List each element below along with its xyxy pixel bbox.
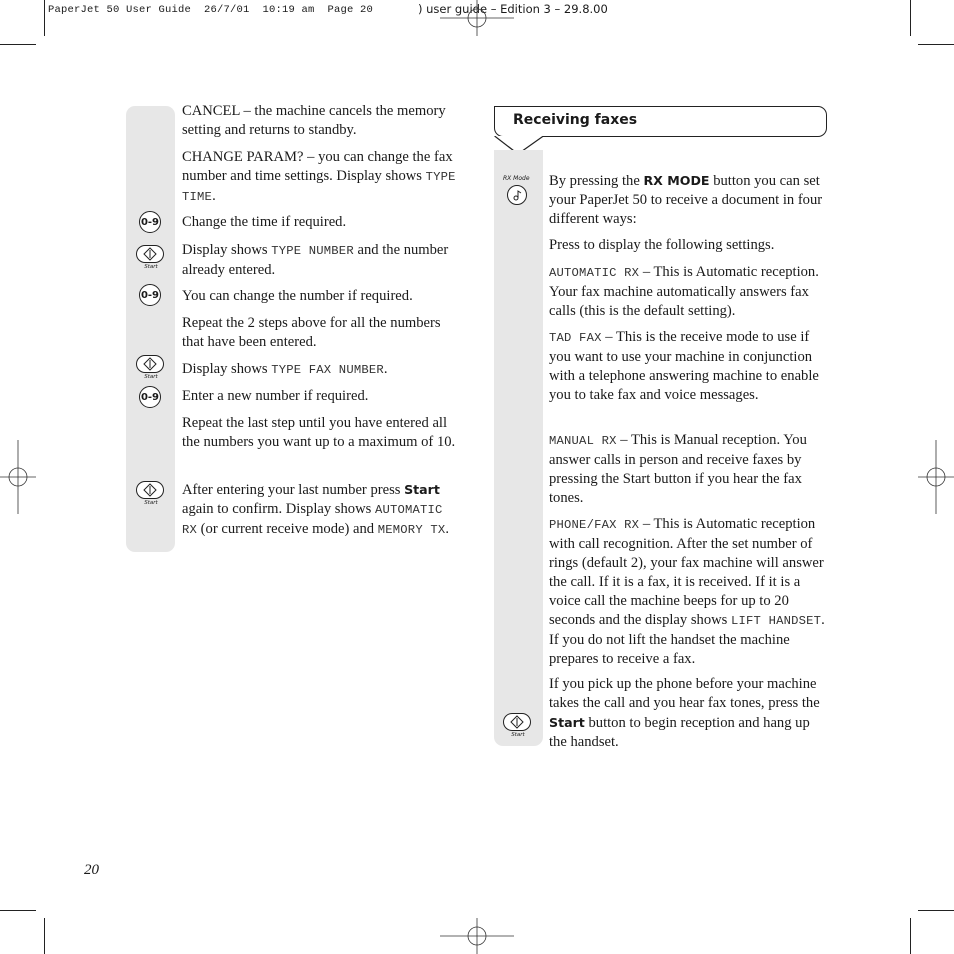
change-number-paragraph: You can change the number if required. (182, 288, 413, 304)
memory-tx-display: MEMORY TX (377, 523, 446, 537)
repeat-last-paragraph: Repeat the last step until you have entered all the numbers you want up to a maximum of 10. (182, 415, 456, 450)
slug-line: PaperJet 50 User Guide 26/7/01 10:19 am Page 20 (48, 4, 374, 16)
start-key-icon (136, 481, 166, 506)
type-fax-number-display: TYPE FAX NUMBER (271, 363, 384, 377)
start-key-caption: Start (144, 500, 158, 506)
digits-key-icon: 0-9 (139, 211, 161, 233)
rx-mode-keyword: RX MODE (643, 173, 710, 188)
start-key-caption: Start (144, 374, 158, 380)
tad-fax-display: TAD FAX (549, 331, 602, 345)
repeat-two-paragraph: Repeat the 2 steps above for all the numbers that have been entered. (182, 315, 441, 350)
change-param-paragraph: CHANGE PARAM? – you can change the fax number and time settings. Display shows TYPE TIME. (182, 149, 456, 204)
start-key-icon (503, 713, 533, 738)
phone-fax-rx-paragraph: PHONE/FAX RX – This is Automatic reception with call recognition. After the set number of rings (default 2), your fax machine will answer the call. If it is a fax, it is received. If it is a voice call the machine beeps for up to 20 seconds and the display shows LIFT HANDSET. If you do not lift the handset the machine prepares to receive a fax. (549, 516, 825, 667)
type-number-paragraph: Display shows TYPE NUMBER and the number already entered. (182, 242, 449, 278)
type-time-display: TYPE TIME (182, 170, 456, 204)
automatic-rx-display: AUTOMATIC RX (182, 503, 443, 537)
start-key-caption: Start (144, 264, 158, 270)
automatic-rx-display: AUTOMATIC RX (549, 266, 640, 280)
lift-handset-display: LIFT HANDSET (731, 614, 822, 628)
registration-mark-top-icon (440, 0, 514, 36)
manual-rx-display: MANUAL RX (549, 434, 617, 448)
start-key-icon (136, 245, 166, 270)
registration-mark-left-icon (0, 440, 36, 514)
rx-mode-key-icon (507, 185, 527, 205)
page-number: 20 (84, 862, 99, 878)
automatic-rx-paragraph: AUTOMATIC RX – This is Automatic reception. Your fax machine automatically answers fax calls (this is the default setting). (549, 264, 819, 319)
start-key-icon (136, 355, 166, 380)
cancel-paragraph: CANCEL – the machine cancels the memory setting and returns to standby. (182, 103, 446, 138)
section-title: Receiving faxes (513, 112, 638, 128)
phone-fax-rx-display: PHONE/FAX RX (549, 518, 640, 532)
edition-line: ) user guide – Edition 3 – 29.8.00 (418, 2, 608, 16)
type-fax-number-paragraph: Display shows TYPE FAX NUMBER. (182, 361, 388, 377)
change-time-paragraph: Change the time if required. (182, 214, 347, 230)
right-key-gutter (494, 150, 543, 746)
rx-mode-key-caption: RX Mode (503, 175, 530, 182)
press-display-paragraph: Press to display the following settings. (549, 237, 775, 253)
enter-new-paragraph: Enter a new number if required. (182, 388, 369, 404)
start-keyword: Start (404, 482, 440, 497)
pick-up-paragraph: If you pick up the phone before your machine takes the call and you hear fax tones, press the Start button to begin reception and hang up the handset. (549, 676, 820, 750)
by-pressing-paragraph: By pressing the RX MODE button you can set your PaperJet 50 to receive a document in four different ways: (549, 173, 823, 227)
tad-fax-paragraph: TAD FAX – This is the receive mode to use if you want to use your machine in conjunction with a telephone answering machine to enable you to take fax and voice messages. (549, 329, 819, 403)
digits-key-icon: 0-9 (139, 386, 161, 408)
start-keyword: Start (549, 715, 585, 730)
registration-mark-bottom-icon (440, 918, 514, 954)
start-key-caption: Start (511, 732, 525, 738)
section-heading-box (494, 106, 827, 137)
manual-rx-paragraph: MANUAL RX – This is Manual reception. You answer calls in person and receive faxes by pressing the Start button if you hear the fax tones. (549, 432, 807, 506)
type-number-display: TYPE NUMBER (271, 244, 354, 258)
after-entering-paragraph: After entering your last number press Start again to confirm. Display shows AUTOMATIC RX (or current receive mode) and MEMORY TX. (182, 482, 450, 537)
registration-mark-right-icon (918, 440, 954, 514)
digits-key-icon: 0-9 (139, 284, 161, 306)
